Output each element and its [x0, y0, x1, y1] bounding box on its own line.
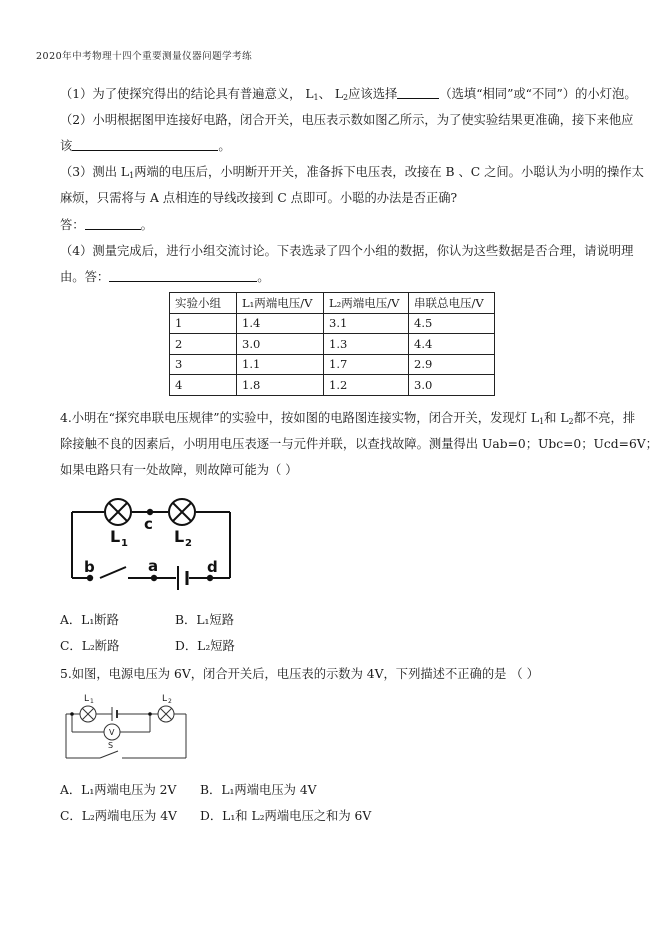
- label-a: a: [148, 557, 159, 575]
- table-cell: 3.0: [237, 334, 324, 355]
- q5-option-c[interactable]: C．L₂两端电压为 4V: [60, 809, 177, 823]
- q5-line1: 5.如图，电源电压为 6V，闭合开关后，电压表的示数为 4V，下列描述不正确的是 （ ）: [60, 667, 539, 681]
- node-a: [151, 575, 157, 581]
- answer-blank[interactable]: [85, 217, 141, 230]
- q3-part2-line1: （2）小明根据图甲连接好电路，闭合开关，电压表示数如图乙所示，为了使实验结果更准确，接下来他应: [60, 113, 634, 127]
- q5-option-d[interactable]: D．L₁和 L₂两端电压之和为 6V: [200, 809, 372, 823]
- q5-option-b[interactable]: B．L₁两端电压为 4V: [200, 783, 317, 797]
- q3-part3-line2: 麻烦，只需将与 A 点相连的导线改接到 C 点即可。小聪的办法是否正确?: [60, 191, 458, 205]
- q4-line2: 除接触不良的因素后，小明用电压表逐一与元件并联，以查找故障。测量得出 Uab=0；Ubc=0；Ucd=6V；: [60, 437, 658, 451]
- label-l1: L: [84, 694, 90, 704]
- q3-part3-answer: 答： 。: [60, 218, 153, 232]
- table-header-cell: L₁两端电压/V: [237, 293, 324, 314]
- table-cell: 4: [170, 375, 237, 396]
- table-row: [170, 354, 495, 375]
- page-header: 2020年中考物理十四个重要测量仪器问题学考练: [36, 51, 253, 62]
- junction-node: [148, 712, 152, 716]
- label-l2: L: [162, 694, 168, 704]
- q4-option-a[interactable]: A．L₁断路: [60, 613, 119, 627]
- table-cell: 3: [170, 354, 237, 375]
- label-v: V: [109, 728, 115, 737]
- table-header-cell: 串联总电压/V: [409, 293, 495, 314]
- table-cell: 1.2: [324, 375, 409, 396]
- label-l1-sub: 1: [121, 538, 128, 549]
- label-s: S: [108, 741, 114, 750]
- q4-option-d[interactable]: D．L₂短路: [175, 639, 235, 653]
- table-cell: 1.4: [237, 313, 324, 334]
- voltage-data-table: [169, 292, 495, 396]
- junction-node: [70, 712, 74, 716]
- table-cell: 2: [170, 334, 237, 355]
- label-c: c: [144, 515, 153, 533]
- table-cell: 1.3: [324, 334, 409, 355]
- switch-icon: [100, 751, 118, 758]
- q4-option-b[interactable]: B．L₁短路: [175, 613, 235, 627]
- table-cell: 3.1: [324, 313, 409, 334]
- q3-part4-line2: 由。答： 。: [60, 270, 270, 284]
- label-l1-sub: 1: [90, 698, 94, 705]
- table-cell: 4.5: [409, 313, 495, 334]
- table-header-cell: L₂两端电压/V: [324, 293, 409, 314]
- q4-option-c[interactable]: C．L₂断路: [60, 639, 120, 653]
- label-l2-sub: 2: [168, 698, 172, 705]
- q4-circuit-diagram: [60, 488, 250, 598]
- label-l2: L: [174, 527, 185, 546]
- table-cell: 1.8: [237, 375, 324, 396]
- table-cell: 4.4: [409, 334, 495, 355]
- table-header-cell: 实验小组: [170, 293, 237, 314]
- q5-circuit-diagram: [60, 690, 195, 765]
- answer-blank[interactable]: [72, 138, 218, 151]
- answer-blank[interactable]: [109, 269, 257, 282]
- table-cell: 1.1: [237, 354, 324, 375]
- answer-blank[interactable]: [397, 86, 439, 99]
- table-cell: 1.7: [324, 354, 409, 375]
- table-row: [170, 313, 495, 334]
- table-cell: 1: [170, 313, 237, 334]
- switch-icon: [100, 567, 126, 578]
- q3-part3-line1: （3）测出 $L_1$两端的电压后，小明断开开关，准备拆下电压表，改接在 B 、C 之间。小聪认为小明的操作太: [60, 165, 644, 180]
- q3-part1: （1）为了使探究得出的结论具有普遍意义， $L_1$、 $L_2$应该选择 （选填“相同”或“不同”）的小灯泡。: [60, 87, 637, 102]
- table-cell: 2.9: [409, 354, 495, 375]
- label-l2-sub: 2: [185, 538, 192, 549]
- q3-part2-line2: 该 。: [60, 139, 231, 153]
- table-row: [170, 375, 495, 396]
- q5-option-a[interactable]: A．L₁两端电压为 2V: [60, 783, 177, 797]
- q4-line3: 如果电路只有一处故障，则故障可能为（ ）: [60, 463, 298, 477]
- label-d: d: [207, 558, 218, 576]
- q3-part4-line1: （4）测量完成后，进行小组交流讨论。下表选录了四个小组的数据，你认为这些数据是否合理，请说明理: [60, 244, 634, 258]
- table-row: [170, 334, 495, 355]
- label-l1: L: [110, 527, 121, 546]
- label-b: b: [84, 558, 95, 576]
- table-cell: 3.0: [409, 375, 495, 396]
- q4-line1: 4.小明在“探究串联电压规律”的实验中，按如图的电路图连接实物，闭合开关，发现灯 $L_1$和 $L_2$都不亮，排: [60, 411, 636, 426]
- table-header-row: [170, 293, 495, 314]
